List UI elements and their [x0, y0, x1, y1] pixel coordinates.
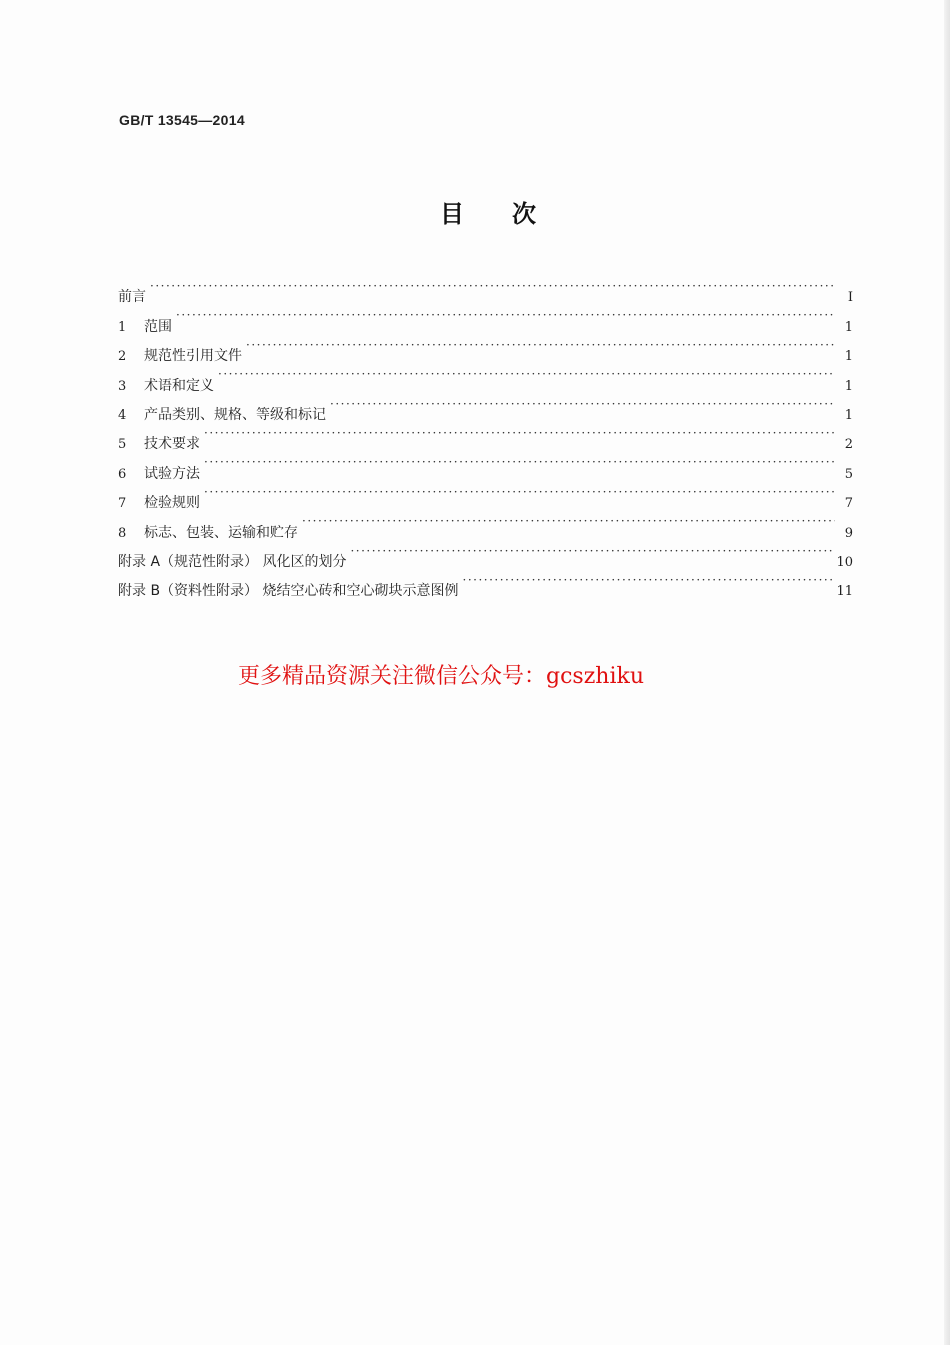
toc-leader-dots: [302, 507, 835, 536]
toc-leader-dots: [204, 419, 835, 448]
toc-leader-dots: [218, 360, 835, 389]
toc-title: 目次: [440, 200, 584, 228]
toc-entry-label: 范围: [144, 318, 172, 335]
toc-entry-page: 1: [844, 319, 853, 335]
toc-entry-label: 检验规则: [144, 495, 200, 512]
document-code: GB/T 13545—2014: [119, 112, 245, 128]
toc-entry-page: 1: [844, 349, 853, 365]
toc-leader-dots: [176, 301, 835, 330]
toc-entry-number: 4: [118, 407, 127, 423]
toc-entry-number: 7: [118, 496, 127, 512]
toc-entry-number: 6: [118, 466, 127, 482]
toc-entry-page: 11: [836, 584, 853, 600]
toc-entry-page: 2: [844, 437, 853, 453]
toc-entry-label: 附录 B（资料性附录） 烧结空心砖和空心砌块示意图例: [118, 583, 459, 600]
toc-entry-page: 9: [844, 525, 853, 541]
toc-entry-label: 附录 A（规范性附录） 风化区的划分: [118, 553, 347, 570]
toc-entry-page: Ⅰ: [847, 290, 853, 306]
promo-text: 更多精品资源关注微信公众号：gcszhiku: [238, 664, 644, 689]
toc-entry-number: 3: [118, 378, 127, 394]
toc-entry-label: 技术要求: [144, 436, 200, 453]
toc-entry-7[interactable]: [118, 478, 853, 512]
toc-leader-dots: [463, 566, 835, 595]
toc-entry-3[interactable]: [118, 360, 853, 394]
toc-entry-page: 7: [844, 496, 853, 512]
page-edge: [944, 0, 950, 1345]
toc-leader-dots: [350, 537, 834, 566]
toc-leader-dots: [246, 331, 835, 360]
toc-leader-dots: [204, 448, 835, 477]
toc-entry-2[interactable]: [118, 331, 853, 365]
toc-entry-page: 1: [844, 378, 853, 394]
toc-entry-label: 试验方法: [144, 465, 200, 482]
toc-entry-1[interactable]: [118, 301, 853, 335]
toc-leader-dots: [330, 390, 835, 419]
toc-entry-page: 1: [844, 407, 853, 423]
toc-entry-8[interactable]: [118, 507, 853, 541]
toc-entry-label: 前言: [118, 289, 146, 306]
toc-entry-number: 8: [118, 525, 127, 541]
toc-entry-4[interactable]: [118, 390, 853, 423]
toc-entry-6[interactable]: [118, 448, 853, 482]
toc-entry-page: 5: [844, 466, 853, 482]
toc-entry-label: 标志、包装、运输和贮存: [144, 524, 298, 541]
toc-entry-label: 术语和定义: [144, 377, 214, 394]
toc-leader-dots: [204, 478, 835, 507]
toc-entry-preface[interactable]: [118, 272, 853, 306]
toc-entry-number: 1: [118, 319, 127, 335]
toc-leader-dots: [150, 272, 835, 301]
toc-list: [118, 272, 853, 600]
toc-entry-label: 产品类别、规格、等级和标记: [144, 406, 326, 423]
toc-entry-label: 规范性引用文件: [144, 348, 242, 365]
toc-entry-number: 5: [118, 437, 127, 453]
toc-entry-page: 10: [836, 554, 853, 570]
toc-entry-5[interactable]: [118, 419, 853, 453]
toc-entry-number: 2: [118, 349, 127, 365]
